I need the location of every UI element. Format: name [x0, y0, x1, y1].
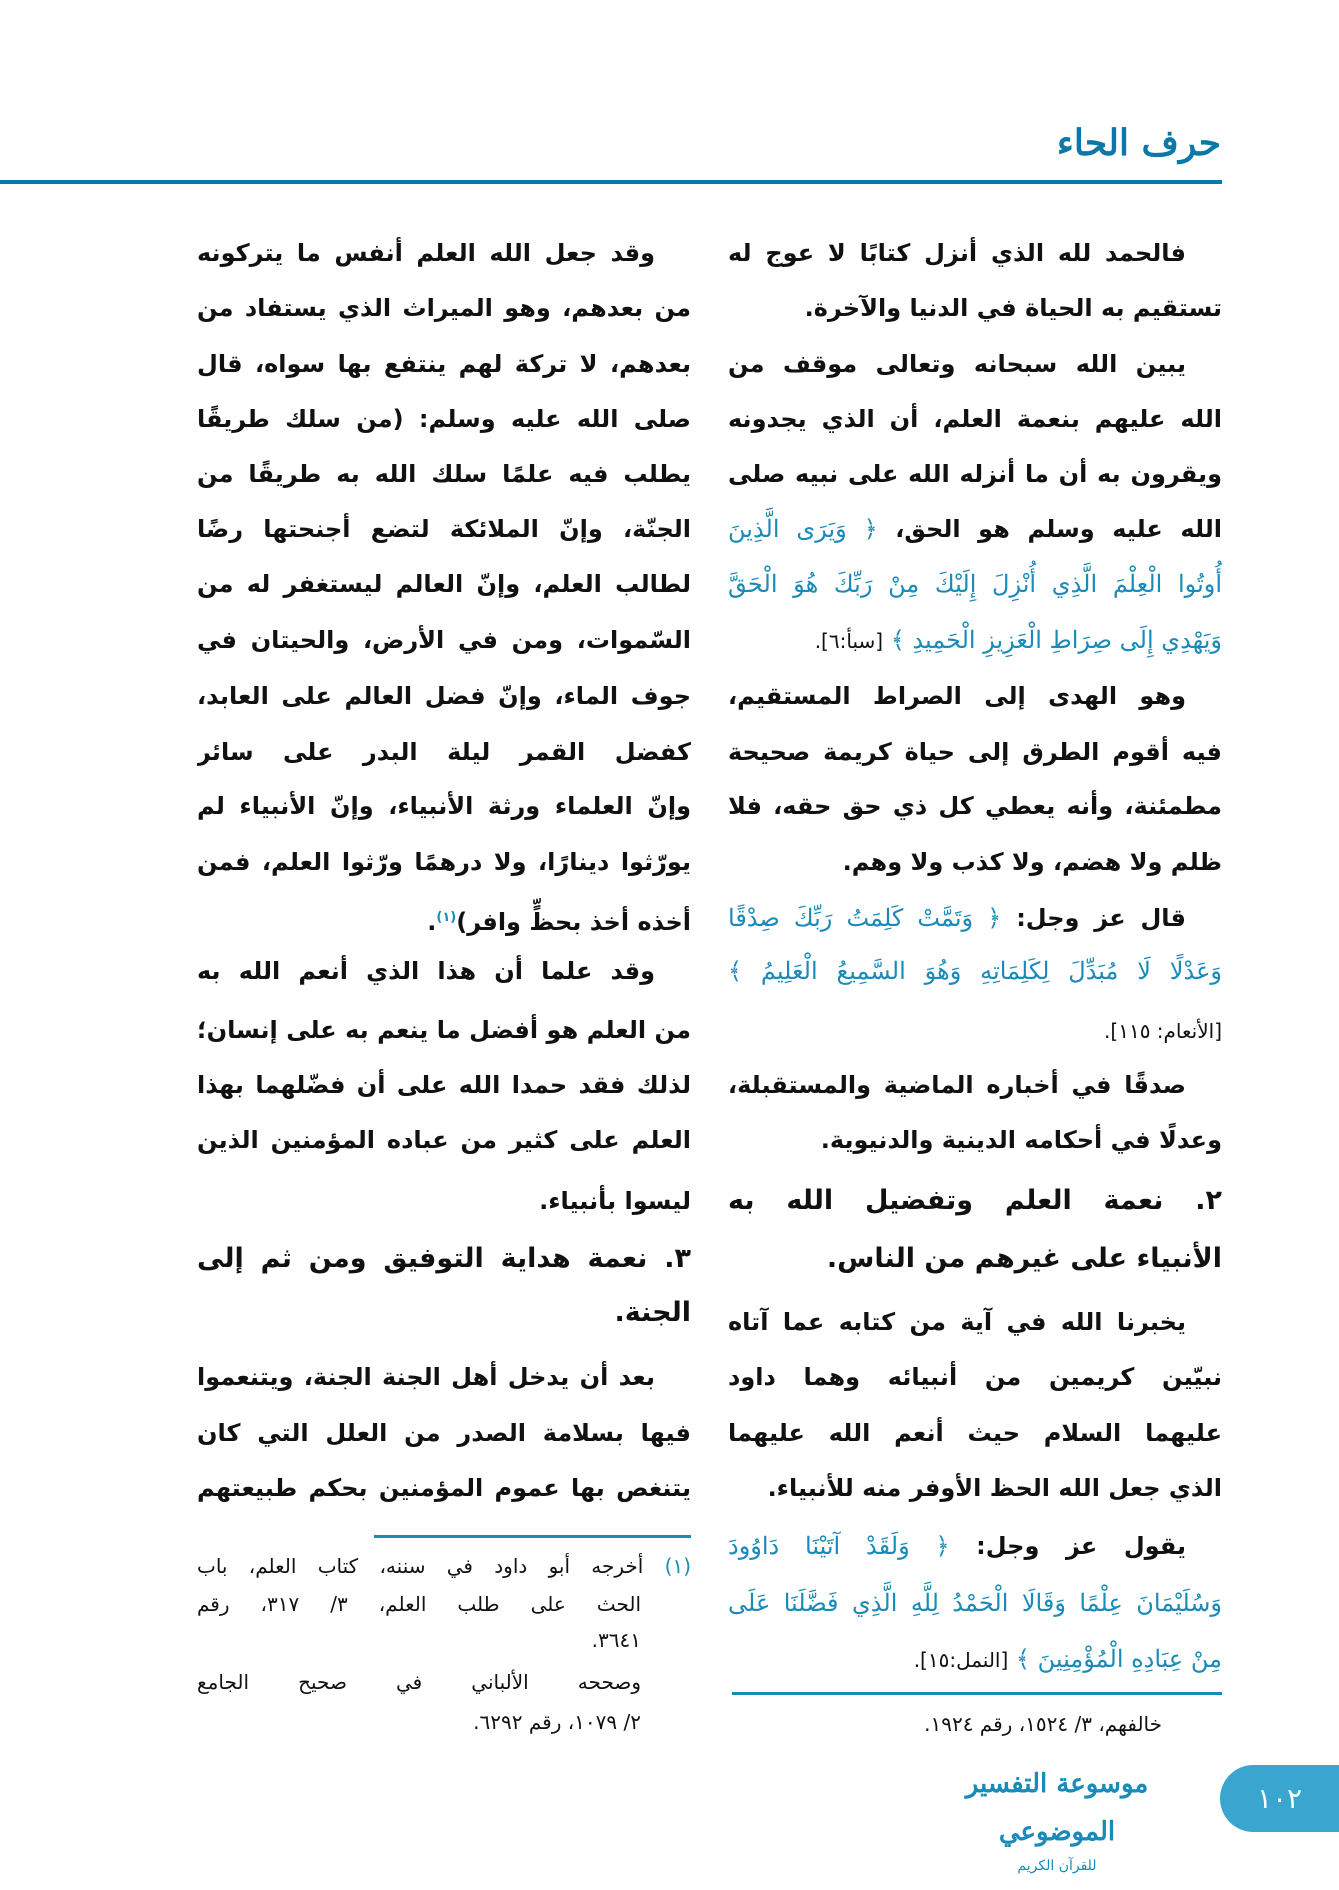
quran-line: وَسُلَيْمَانَ عِلْمًا وَقَالَا الْحَمْدُ لِلَّهِ الَّذِي فَضَّلَنَا عَلَى	[728, 1589, 1222, 1617]
footnote-marker[interactable]: (١)	[436, 910, 457, 925]
text-line: يخبرنا الله في آية من كتابه عما آتاه	[728, 1308, 1186, 1336]
text-line: من العلم هو أفضل ما ينعم به على إنسان؛	[197, 1016, 691, 1044]
footnote-line: وصححه الألباني في صحيح الجامع	[197, 1670, 641, 1694]
verse-reference: [سبأ:٦].	[814, 629, 884, 653]
footnote-continuation: خالفهم، ٣/ ١٥٢٤، رقم ١٩٢٤.	[924, 1712, 1162, 1736]
text-line: وقد علما أن هذا الذي أنعم الله به	[197, 957, 655, 985]
hadith-line: يطلب فيه علمًا سلك الله به طريقًا من	[197, 460, 691, 488]
section-heading: الجنة.	[614, 1297, 691, 1328]
text-line: تستقيم به الحياة في الدنيا والآخرة.	[804, 294, 1222, 322]
footnote-line: ٢/ ١٠٧٩، رقم ٦٢٩٢.	[473, 1710, 641, 1734]
text-line: قال عز وجل: ﴿ وَتَمَّتْ كَلِمَتُ رَبِّكَ صِدْقًا	[728, 904, 1186, 932]
text-line: الله عليه وسلم هو الحق، ﴿ وَيَرَى الَّذِينَ	[728, 515, 1222, 543]
text-line: لذلك فقد حمدا الله على أن فضّلهما بهذا	[197, 1071, 691, 1099]
hadith-line: جوف الماء، وإنّ فضل العالم على العابد،	[197, 682, 691, 710]
footnote-line: الحث على طلب العلم، ٣/ ٣١٧، رقم	[197, 1592, 641, 1616]
page-number: ١٠٢	[1220, 1765, 1339, 1832]
header-rule	[0, 180, 1222, 184]
quran-line: مِنْ عِبَادِهِ الْمُؤْمِنِينَ ﴾ [النمل:١٥].	[913, 1645, 1222, 1673]
text-line: نبيّين كريمين من أنبيائه وهما داود	[728, 1363, 1222, 1391]
hadith-line: الجنّة، وإنّ الملائكة لتضع أجنحتها رضًا	[197, 515, 691, 543]
text-line: فالحمد لله الذي أنزل كتابًا لا عوج له	[728, 239, 1186, 267]
verse-reference: [النمل:١٥].	[913, 1648, 1009, 1672]
text-line: الذي جعل الله الحظ الأوفر منه للأنبياء.	[767, 1474, 1222, 1502]
quran-verse: ﴿ وَتَمَّتْ كَلِمَتُ رَبِّكَ صِدْقًا	[728, 904, 1002, 932]
quran-line: أُوتُوا الْعِلْمَ الَّذِي أُنْزِلَ إِلَيْكَ مِنْ رَبِّكَ هُوَ الْحَقَّ	[728, 570, 1222, 598]
text-line: فيها بسلامة الصدر من العلل التي كان	[197, 1419, 691, 1447]
quran-verse: ﴿ وَلَقَدْ آتَيْنَا دَاوُودَ	[728, 1532, 950, 1560]
text-line: وقد جعل الله العلم أنفس ما يتركونه	[197, 239, 655, 267]
section-title: حرف الحاء	[1056, 122, 1221, 164]
footnote-line: (١) أخرجه أبو داود في سننه، كتاب العلم، باب	[197, 1554, 691, 1578]
text-line: يتنغص بها عموم المؤمنين بحكم طبيعتهم	[197, 1474, 691, 1502]
footnote-rule	[732, 1692, 1222, 1695]
hadith-line: يورّثوا دينارًا، ولا درهمًا ورّثوا العلم، فمن	[197, 848, 691, 876]
text-line: وهو الهدى إلى الصراط المستقيم،	[728, 682, 1186, 710]
text-line: يقول عز وجل: ﴿ وَلَقَدْ آتَيْنَا دَاوُودَ	[728, 1532, 1186, 1560]
verse-reference: [الأنعام: ١١٥].	[1104, 1019, 1222, 1043]
text-line: بعد أن يدخل أهل الجنة الجنة، ويتنعموا	[197, 1363, 655, 1391]
text-line: يبين الله سبحانه وتعالى موقف من	[728, 350, 1186, 378]
footnote-rule	[374, 1535, 691, 1538]
text-line: ظلم ولا هضم، ولا كذب ولا وهم.	[842, 848, 1222, 876]
section-heading: ٣. نعمة هداية التوفيق ومن ثم إلى	[197, 1243, 691, 1274]
text-line: العلم على كثير من عباده المؤمنين الذين	[197, 1126, 691, 1154]
footnote-number: (١)	[664, 1554, 691, 1578]
section-heading: ٢. نعمة العلم وتفضيل الله به	[728, 1185, 1222, 1216]
hadith-line: السّموات، ومن في الأرض، والحيتان في	[197, 626, 691, 654]
hadith-line: وإنّ العلماء ورثة الأنبياء، وإنّ الأنبياء لم	[197, 792, 691, 820]
section-heading: الأنبياء على غيرهم من الناس.	[826, 1243, 1222, 1274]
text-line: صلى الله عليه وسلم: (من سلك طريقًا	[197, 405, 691, 433]
text-line: ويقرون به أن ما أنزله الله على نبيه صلى	[728, 460, 1222, 488]
text-line: ليسوا بأنبياء.	[539, 1187, 691, 1215]
quran-verse: ﴿ وَيَرَى الَّذِينَ	[728, 515, 878, 543]
hadith-line: أخذه أخذ بحظٍّ وافر)$^{(١)}$.	[427, 908, 691, 936]
text-line: مطمئنة، وأنه يعطي كل ذي حق حقه، فلا	[728, 792, 1222, 820]
text-line: الله عليهم بنعمة العلم، أن الذي يجدونه	[728, 405, 1222, 433]
footnote-line: ٣٦٤١.	[591, 1628, 641, 1652]
text-line: من بعدهم، وهو الميراث الذي يستفاد من	[197, 294, 691, 322]
encyclopedia-logo: موسوعة التفسير الموضوعي للقرآن الكريم	[965, 1769, 1149, 1874]
text-line: وعدلًا في أحكامه الدينية والدنيوية.	[820, 1126, 1222, 1154]
text-line: صدقًا في أخباره الماضية والمستقبلة،	[728, 1071, 1186, 1099]
hadith-line: لطالب العلم، وإنّ العالم ليستغفر له من	[197, 570, 691, 598]
hadith-line: كفضل القمر ليلة البدر على سائر	[197, 738, 691, 766]
quran-line: وَيَهْدِي إِلَى صِرَاطِ الْعَزِيزِ الْحَمِيدِ ﴾ [سبأ:٦].	[814, 626, 1222, 654]
quran-line: وَعَدْلًا لَا مُبَدِّلَ لِكَلِمَاتِهِ وَهُوَ السَّمِيعُ الْعَلِيمُ ﴾	[728, 957, 1222, 985]
text-line: عليهما السلام حيث أنعم الله عليهما	[728, 1419, 1222, 1447]
text-line: فيه أقوم الطرق إلى حياة كريمة صحيحة	[728, 738, 1222, 766]
text-line: بعدهم، لا تركة لهم ينتفع بها سواه، قال	[197, 350, 691, 378]
